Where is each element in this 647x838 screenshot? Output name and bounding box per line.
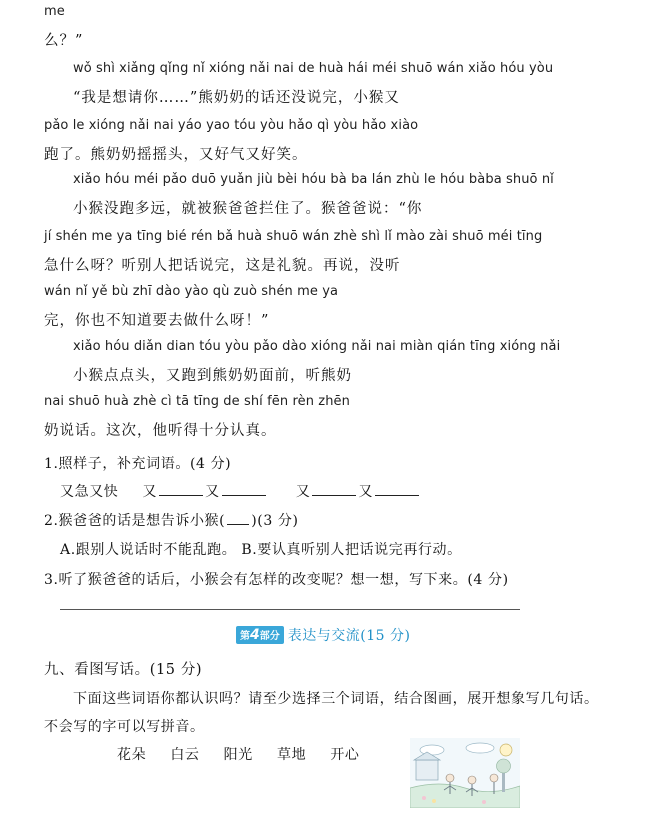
answer-blank[interactable] [159, 483, 203, 496]
text-line-5: 急什么呀？听别人把话说完，这是礼貌。再说，没听 [44, 258, 401, 274]
pinyin-line-4: xiǎo hóu méi pǎo duō yuǎn jiù bèi hóu bà ba lán zhù le hóu bàba shuō nǐ [73, 172, 554, 187]
text-line-3: 跑了。熊奶奶摇摇头，又好气又好笑。 [44, 147, 308, 163]
text-line-8: 奶说话。这次，他听得十分认真。 [44, 423, 277, 439]
answer-blank[interactable] [375, 483, 419, 496]
pinyin-line-5: jí shén me ya tīng bié rén bǎ huà shuō wán zhè shì lǐ mào zài shuō méi tīng [44, 229, 543, 244]
question-3: 3.听了猴爸爸的话后，小猴会有怎样的改变呢？想一想，写下来。(4 分) [44, 572, 509, 588]
pinyin-line-8: nai shuō huà zhè cì tā tīng de shí fēn rèn zhēn [44, 394, 350, 409]
pinyin-line-3: pǎo le xióng nǎi nai yáo yao tóu yòu hǎo qì yòu hǎo xiào [44, 118, 419, 133]
section-banner [236, 624, 410, 646]
question-2-score: )(3 分) [251, 513, 299, 529]
you-label: 又 [358, 484, 374, 500]
word-item: 花朵 [117, 747, 147, 763]
pinyin-line-6: wán nǐ yě bù zhī dào yào qù zuò shén me ya [44, 284, 339, 299]
word-item: 白云 [170, 747, 200, 763]
text-line-6: 完，你也不知道要去做什么呀！” [44, 313, 270, 329]
section-title: 表达与交流(15 分) [287, 628, 411, 644]
section-divider [60, 609, 520, 610]
part9-instruction-1: 下面这些词语你都认识吗？请至少选择三个词语，结合图画，展开想象写几句话。 [73, 691, 599, 707]
section-badge [236, 626, 284, 644]
you-label: 又 [142, 484, 158, 500]
you-label: 又 [295, 484, 311, 500]
pinyin-line-1: me [44, 4, 65, 19]
question-1-answers [60, 481, 421, 501]
word-list [117, 744, 360, 764]
pinyin-line-2: wǒ shì xiǎng qǐng nǐ xióng nǎi nai de huà hái méi shuō wán xiǎo hóu yòu [73, 61, 554, 76]
question-2 [44, 510, 299, 530]
illustration-image [410, 738, 520, 808]
text-line-4: 小猴没跑多远，就被猴爸爸拦住了。猴爸爸说：“你 [73, 201, 423, 217]
pinyin-line-7: xiǎo hóu diǎn dian tóu yòu pǎo dào xióng nǎi nai miàn qián tīng xióng nǎi [73, 339, 561, 354]
word-item: 草地 [276, 747, 307, 763]
question-1-example: 又急又快 [60, 484, 119, 500]
part9-instruction-2: 不会写的字可以写拼音。 [44, 719, 205, 735]
text-line-2: “我是想请你……”熊奶奶的话还没说完，小猴又 [73, 90, 400, 106]
question-2-options: A.跟别人说话时不能乱跑。 B.要认真听别人把话说完再行动。 [60, 542, 462, 558]
text-line-1: 么？” [44, 33, 84, 49]
question-2-text: 2.猴爸爸的话是想告诉小猴( [44, 513, 226, 529]
word-item: 开心 [330, 747, 360, 763]
badge-prefix: 第 [240, 631, 250, 642]
answer-blank[interactable] [222, 483, 266, 496]
question-1: 1.照样子，补充词语。(4 分) [44, 456, 232, 472]
part9-heading: 九、看图写话。(15 分) [44, 662, 203, 678]
you-label: 又 [205, 484, 220, 500]
answer-blank[interactable] [312, 483, 356, 496]
answer-blank[interactable] [227, 512, 249, 525]
badge-suffix: 部分 [259, 631, 280, 642]
text-line-7: 小猴点点头，又跑到熊奶奶面前，听熊奶 [73, 368, 352, 384]
badge-number: 4 [250, 627, 260, 643]
word-item: 阳光 [223, 747, 253, 763]
